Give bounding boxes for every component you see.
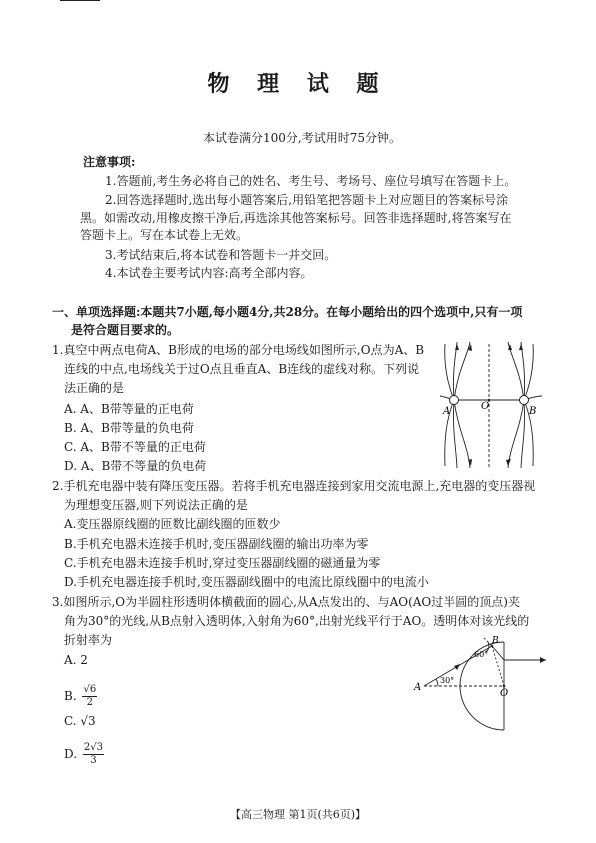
charge-a-label: A [443, 406, 451, 417]
notice-item: 黑。如需改动,用橡皮擦干净后,再选涂其他答案标号。回答非选择题时,将答案写在 [80, 211, 512, 225]
question-text: 3.如图所示,O为半圆柱形透明体横截面的圆心,从A点发出的、与AO(AO过半圆的顶点)夹 [52, 595, 520, 609]
notice-item: 4.本试卷主要考试内容:高考全部内容。 [105, 266, 313, 280]
option-b: B.手机充电器未连接手机时,变压器副线圈的输出功率为零 [64, 537, 369, 551]
top-rule [60, 0, 100, 1]
page-footer: 【高三物理 第1页(共6页)】 [229, 808, 367, 821]
notice-item: 2.回答选择题时,选出每小题答案后,用铅笔把答题卡上对应题目的答案标号涂 [105, 193, 509, 207]
fraction-denominator: 3 [90, 755, 97, 766]
angle-60-label: 60° [474, 650, 489, 659]
option-a: A.变压器原线圈的匝数比副线圈的匝数少 [64, 517, 281, 531]
option-c: C.手机充电器未连接手机时,穿过变压器副线圈的磁通量为零 [64, 556, 381, 570]
midpoint-o-label: O [481, 401, 490, 412]
question-text: 连线的中点,电场线关于过O点且垂直A、B连线的虚线对称。下列说 [64, 362, 420, 376]
question-text: 为理想变压器,则下列说法正确的是 [64, 498, 248, 512]
section-header: 是符合题目要求的。 [71, 323, 180, 337]
point-b-label: B [492, 636, 499, 646]
fraction [83, 742, 104, 767]
option-d [64, 742, 104, 767]
notice-item: 答题卡上。写在本试卷上无效。 [80, 228, 249, 242]
point-a-label: A [414, 682, 422, 693]
angle-30-label: 30° [440, 676, 455, 685]
option-b [64, 684, 97, 709]
question-text: 法正确的是 [64, 381, 125, 395]
fraction-denominator: 2 [86, 697, 94, 708]
electric-field-figure [440, 340, 545, 472]
exam-subtitle: 本试卷满分100分,考试用时75分钟。 [203, 131, 401, 145]
question-text: 2.手机充电器中装有降压变压器。若将手机充电器连接到家用交流电源上,充电器的变压器视 [52, 479, 536, 493]
fraction-numerator: √6 [83, 684, 97, 695]
section-header: 一、单项选择题:本题共7小题,每小题4分,共28分。在每小题给出的四个选项中,只有一项 [52, 305, 523, 319]
notice-item: 3.考试结束后,将本试卷和答题卡一并交回。 [105, 248, 337, 262]
notice-heading: 注意事项: [83, 155, 136, 169]
fraction [82, 684, 97, 709]
option-d: D.手机充电器连接手机时,变压器副线圈中的电流比原线圈中的电流小 [64, 575, 429, 589]
option-b-label: B. [64, 689, 77, 703]
option-b: B. A、B带等量的负电荷 [64, 421, 194, 435]
option-a: A. A、B带等量的正电荷 [64, 402, 194, 416]
charge-b-label: B [529, 406, 537, 417]
question-text: 角为30°的光线,从B点射入透明体,入射角为60°,出射光线平行于AO。透明体对该光线的 [64, 614, 530, 628]
option-c: C. √3 [64, 714, 96, 728]
semicylinder-figure [400, 634, 550, 740]
question-text: 折射率为 [64, 633, 113, 647]
option-d: D. A、B带不等量的负电荷 [64, 459, 207, 473]
page-title: 物 理 试 题 [207, 72, 389, 97]
notice-item: 1.答题前,考生务必将自己的姓名、考生号、考场号、座位号填写在答题卡上。 [105, 174, 517, 188]
option-a: A. 2 [64, 653, 88, 667]
option-d-label: D. [64, 747, 78, 761]
center-o-label: O [500, 688, 509, 699]
fraction-numerator: 2√3 [83, 742, 103, 753]
question-text: 1.真空中两点电荷A、B形成的电场的部分电场线如图所示,O点为A、B [52, 343, 425, 357]
option-c: C. A、B带不等量的正电荷 [64, 440, 206, 454]
